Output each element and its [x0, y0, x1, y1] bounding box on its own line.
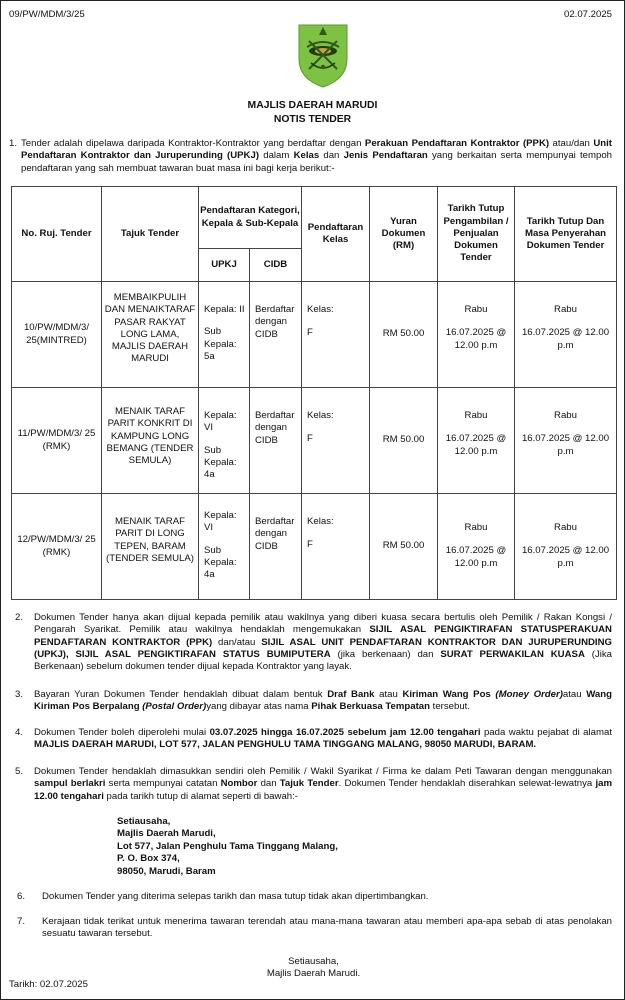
col-header-fee: Yuran Dokumen (RM) — [370, 187, 438, 282]
notice-heading: NOTIS TENDER — [273, 113, 352, 125]
tender-title-cell: MENAIK TARAF PARIT KONKRIT DI KAMPUNG LONG BEMANG (TENDER SEMULA) — [102, 388, 199, 494]
clause-number: 6. — [17, 891, 26, 902]
text-span: Tender adalah dipelawa daripada Kontraktor-Kontraktor yang berdaftar dengan — [21, 138, 365, 149]
address-line: 98050, Marudi, Baram — [117, 865, 216, 877]
reference-number: 09/PW/MDM/3/25 — [9, 9, 85, 20]
text-span: dan — [257, 778, 280, 790]
text-span: dan — [319, 150, 344, 162]
day-text: Rabu — [464, 522, 488, 533]
bold-span: sampul berlakri — [34, 778, 106, 790]
tender-title-cell: MEMBAIKPULIH DAN MENAIKTARAF PASAR RAKYAT LONG LAMA, MAJLIS DAERAH MARUDI — [102, 282, 199, 388]
class-cell — [302, 388, 370, 494]
clause-7-text: Kerajaan tidak terikat untuk menerima tawaran terendah atau mana-mana tawaran atau memberi apa-apa sebab di atas penolakan sesuatu tawaran tersebut. — [42, 916, 612, 940]
sub-kepala-text: Sub Kepala: 5a — [204, 326, 237, 362]
bold-span: Kiriman Wang Pos — [402, 689, 491, 700]
cidb-cell: Berdaftar dengan CIDB — [250, 282, 302, 388]
bold-span: Jenis Pendaftaran — [343, 150, 428, 162]
address-line: Majlis Daerah Marudi, — [117, 828, 216, 840]
table-row — [12, 388, 617, 494]
signature-block — [1, 956, 625, 981]
sub-kepala-text: Sub Kepala: 4a — [204, 444, 237, 481]
bold-span: Draf Bank — [327, 689, 375, 700]
kepala-text: Kepala: VI — [204, 410, 237, 434]
col-header-submission-deadline: Tarikh Tutup Dan Masa Penyerahan Dokumen Tender — [515, 187, 617, 282]
bold-span: Nombor — [220, 778, 258, 790]
col-header-upkj: UPKJ — [199, 249, 250, 282]
date-text: 16.07.2025 @ 12.00 p.m — [445, 433, 507, 457]
day-text: Rabu — [554, 522, 577, 533]
class-cell — [302, 282, 370, 388]
text-span: (Jika Berkenaan) sebelum dokumen tender dijual kepada Kontraktor yang layak. — [34, 648, 613, 673]
table-row — [12, 282, 617, 388]
bold-span: SURAT PERWAKILAN KUASA — [440, 648, 585, 660]
submission-deadline-cell — [515, 282, 617, 388]
text-span: atau — [374, 689, 403, 700]
collection-deadline-cell — [438, 282, 515, 388]
date-text: 16.07.2025 @ 12.00 p.m — [521, 327, 610, 351]
text-span: dalam — [259, 150, 294, 162]
col-header-collection-deadline: Tarikh Tutup Pengambilan / Penjualan Dokumen Tender — [438, 187, 515, 282]
upkj-cell — [199, 282, 250, 388]
text-span: . Dokumen Tender hendaklah diserahkan selewat-lewatnya — [338, 778, 596, 790]
clause-7 — [9, 916, 612, 941]
bold-span: Tajuk Tender — [279, 778, 339, 790]
col-header-class: Pendaftaran Kelas — [302, 187, 370, 282]
council-crest-logo — [297, 23, 349, 89]
tender-ref-cell: 10/PW/MDM/3/ 25(MINTRED) — [12, 282, 102, 388]
bold-span: 03.07.2025 hingga 16.07.2025 sebelum jam 12.00 tengahari — [209, 727, 481, 738]
col-header-cidb: CIDB — [250, 249, 302, 282]
date-text: 16.07.2025 @ 12.00 p.m — [521, 433, 610, 457]
day-text: Rabu — [554, 304, 577, 315]
text-span: yang berkaitan serta mempunyai tempoh pendaftaran yang sah membuat tawaran buat masa ini bagi kerja berikut:- — [21, 150, 613, 174]
text-span: atau/dan — [549, 138, 594, 149]
clause-4-text — [34, 727, 612, 752]
kepala-text: Kepala: VI — [204, 510, 237, 534]
submission-deadline-cell — [515, 388, 617, 494]
bold-span: jam 12.00 tengahari — [34, 778, 612, 802]
clause-2 — [9, 612, 612, 673]
day-text: Rabu — [464, 410, 488, 421]
clause-6-text: Dokumen Tender yang diterima selepas tarikh dan masa tutup tidak akan dipertimbangkan. — [42, 891, 429, 902]
clause-5 — [9, 766, 612, 803]
text-span: Dokumen Tender hendaklah dimasukkan sendiri oleh Pemilik / Wakil Syarikat / Firma ke dalam Peti Tawaran dengan menggunakan — [34, 766, 612, 777]
text-span: yang dibayar atas nama — [206, 701, 312, 713]
upkj-cell — [199, 494, 250, 600]
kelas-value: F — [307, 433, 313, 445]
bold-span: SIJIL ASAL UNIT PENDAFTARAN KONTRAKTOR DAN JURUPERUNDING (UPKJ), SIJIL ASAL PENGIKTIRAFAN STATUS BUMIPUTERA — [34, 636, 612, 660]
col-header-title: Tajuk Tender — [102, 187, 199, 282]
council-name: MAJLIS DAERAH MARUDI — [247, 100, 378, 111]
clause-2-text — [34, 612, 612, 673]
clause-4 — [9, 727, 612, 752]
text-span: serta mempunyai catatan — [105, 778, 221, 790]
cidb-cell: Berdaftar dengan CIDB — [250, 388, 302, 494]
clause-number: 1. — [9, 138, 18, 149]
table-row — [12, 494, 617, 600]
bold-italic-span: (Postal Order) — [139, 701, 207, 713]
text-span: Dokumen Tender boleh diperolehi mulai — [34, 727, 210, 738]
footer-date: Tarikh: 02.07.2025 — [9, 979, 88, 990]
class-cell — [302, 494, 370, 600]
text-span: tersebut. — [430, 701, 471, 713]
text-span: atau — [562, 689, 587, 700]
clause-number: 4. — [15, 727, 24, 738]
sub-kepala-text: Sub Kepala: 4a — [204, 544, 237, 581]
bold-span: Kelas — [293, 150, 320, 162]
col-header-ref: No. Ruj. Tender — [12, 187, 102, 282]
header-date: 02.07.2025 — [563, 9, 612, 20]
bold-span: Perakuan Pendaftaran Kontraktor (PPK) — [364, 138, 550, 149]
clause-6 — [9, 891, 612, 903]
clause-1-text — [21, 138, 612, 175]
signature-line: Majlis Daerah Marudi. — [266, 968, 361, 980]
tender-ref-cell: 12/PW/MDM/3/ 25 (RMK) — [12, 494, 102, 600]
text-span: pada waktu pejabat di alamat — [480, 727, 612, 738]
bold-span: Pihak Berkuasa Tempatan — [311, 701, 431, 713]
address-line: P. O. Box 374, — [117, 853, 180, 865]
kelas-label: Kelas: — [307, 410, 334, 421]
date-text: 16.07.2025 @ 12.00 p.m — [521, 545, 610, 569]
clause-number: 7. — [17, 916, 26, 927]
upkj-cell — [199, 388, 250, 494]
bold-span: MAJLIS DAERAH MARUDI, LOT 577, JALAN PENGHULU TAMA TINGGANG MALANG, 98050 MARUDI, BARAM. — [34, 739, 537, 751]
clause-3 — [9, 689, 612, 714]
date-text: 16.07.2025 @ 12.00 p.m — [445, 327, 507, 351]
kelas-value: F — [307, 539, 313, 551]
submission-deadline-cell — [515, 494, 617, 600]
cidb-cell: Berdaftar dengan CIDB — [250, 494, 302, 600]
text-span: Dokumen Tender hanya akan dijual kepada pemilik atau wakilnya yang diberi kuasa secara bertulis oleh Pemilik / Rakan Kongsi / Pengarah Syarikat. Pemilik atau wakilnya hendaklah mengemukakan — [34, 612, 612, 636]
fee-cell: RM 50.00 — [370, 494, 438, 600]
bold-span: SIJIL ASAL PENGIKTIRAFAN STATUSPERAKUAN PENDAFTARAN KONTRAKTOR (PPK) — [34, 624, 612, 648]
clause-number: 2. — [15, 612, 24, 623]
kelas-value: F — [307, 327, 313, 339]
clause-number: 3. — [15, 689, 24, 700]
clause-5-text — [34, 766, 612, 803]
clause-number: 5. — [15, 766, 24, 777]
kepala-text: Kepala: II — [204, 304, 245, 315]
collection-deadline-cell — [438, 388, 515, 494]
fee-cell: RM 50.00 — [370, 282, 438, 388]
address-line: Setiausaha, — [117, 816, 171, 827]
col-header-registration: Pendaftaran Kategori, Kepala & Sub-Kepala — [199, 187, 302, 249]
bold-span: Wang Kiriman Pos Berpalang — [34, 689, 612, 713]
fee-cell: RM 50.00 — [370, 388, 438, 494]
tender-title-cell: MENAIK TARAF PARIT DI LONG TEPEN, BARAM (TENDER SEMULA) — [102, 494, 199, 600]
text-span: (jika berkenaan) dan — [330, 648, 441, 660]
text-span: Bayaran Yuran Dokumen Tender hendaklah dibuat dalam bentuk — [34, 689, 328, 700]
tender-table — [11, 186, 617, 600]
day-text: Rabu — [554, 410, 577, 421]
address-line: Lot 577, Jalan Penghulu Tama Tinggang Malang, — [117, 840, 338, 852]
kelas-label: Kelas: — [307, 516, 334, 527]
clause-1 — [9, 138, 612, 175]
bold-italic-span: (Money Order) — [490, 689, 563, 700]
submission-address — [117, 816, 338, 878]
clause-3-text — [34, 689, 612, 714]
date-text: 16.07.2025 @ 12.00 p.m — [445, 545, 507, 569]
tender-ref-cell: 11/PW/MDM/3/ 25 (RMK) — [12, 388, 102, 494]
signature-line: Setiausaha, — [288, 956, 339, 967]
kelas-label: Kelas: — [307, 304, 334, 315]
text-span: pada tarikh tutup di alamat seperti di bawah:- — [103, 790, 298, 802]
notice-title — [1, 99, 624, 126]
bold-span: Unit Pendaftaran Kontraktor dan Juruperunding (UPKJ) — [21, 138, 612, 162]
text-span: dan/atau — [212, 636, 262, 648]
collection-deadline-cell — [438, 494, 515, 600]
day-text: Rabu — [464, 304, 488, 315]
